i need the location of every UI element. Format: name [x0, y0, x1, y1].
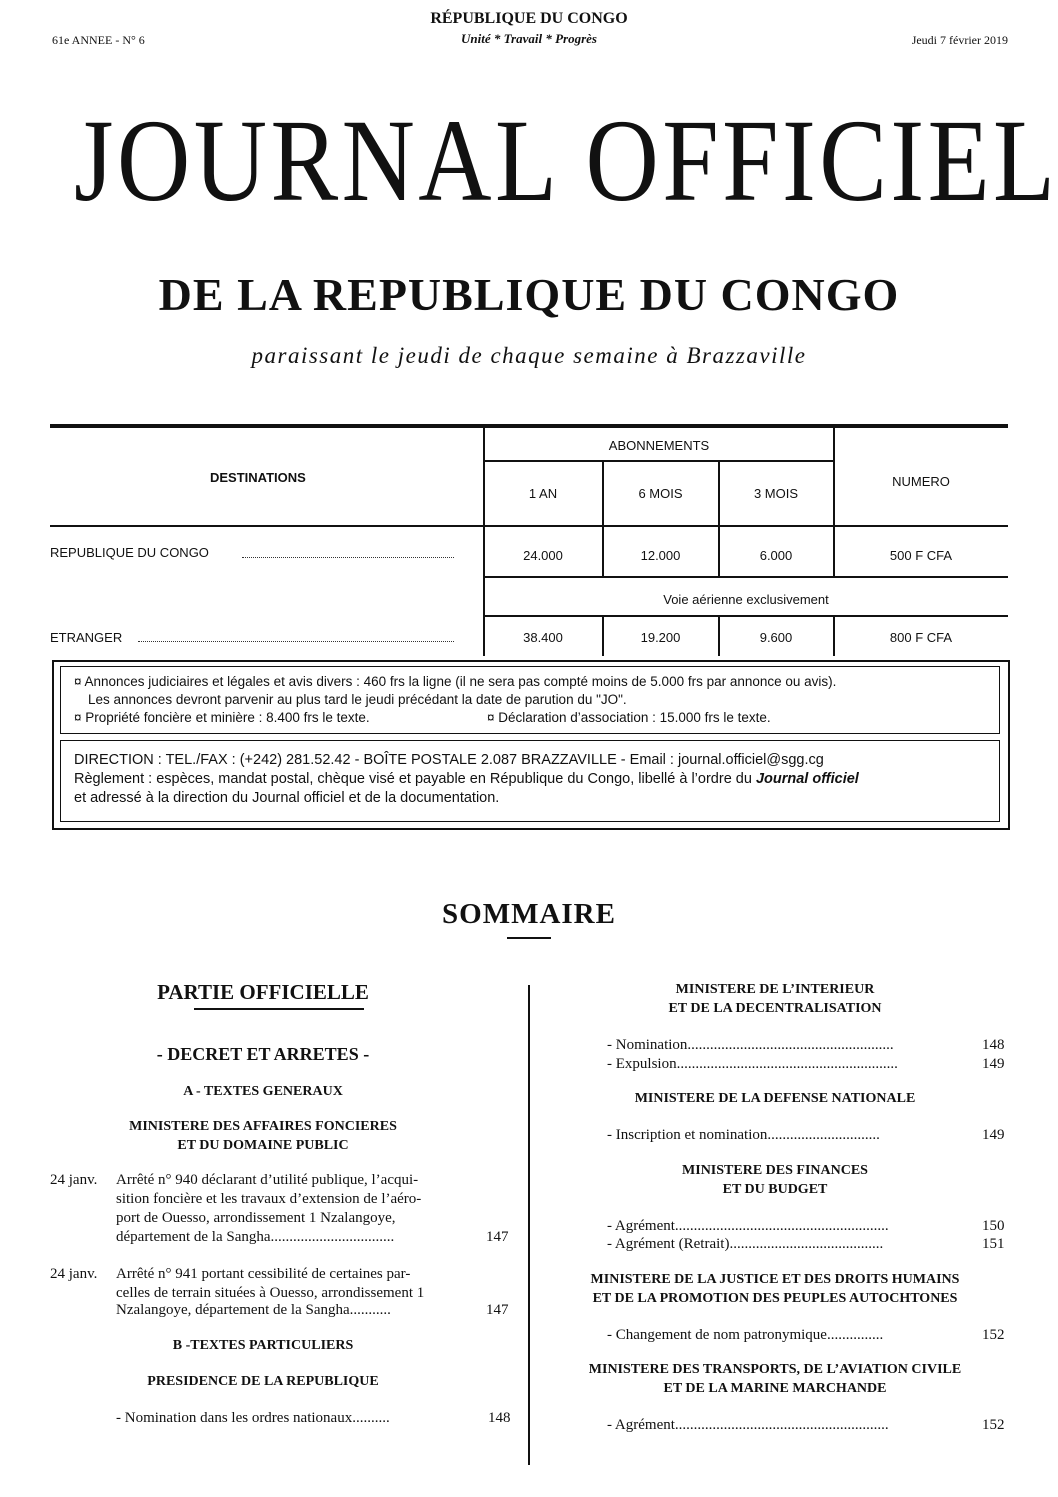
republic-title: RÉPUBLIQUE DU CONGO [430, 10, 628, 27]
textes-particuliers: B -TEXTES PARTICULIERS [172, 1338, 354, 1353]
column-divider [528, 985, 530, 1465]
sommaire-title: SOMMAIRE [442, 898, 616, 930]
ministere-justice-2: ET DE LA PROMOTION DES PEUPLES AUTOCHTONES [592, 1291, 958, 1306]
direction-contact: DIRECTION : TEL./FAX : (+242) 281.52.42 - BOÎTE POSTALE 2.087 BRAZZAVILLE - Email : journal.officiel@sgg.cg [74, 752, 824, 768]
col-6mois: 6 MOIS [638, 486, 683, 501]
rate-annonces: ¤ Annonces judiciaires et légales et avis divers : 460 frs la ligne (il ne sera pas compté moins de 5.000 frs par annonce ou avis). [74, 674, 837, 689]
entry-text: - Nomination....................................................... [607, 1037, 894, 1053]
subscription-table [50, 424, 1008, 656]
rate-propriete: ¤ Propriété foncière et minière : 8.400 frs le texte. [74, 710, 370, 725]
entry-text: port de Ouesso, arrondissement 1 Nzalangoye, [116, 1210, 396, 1226]
ministere-finances: MINISTERE DES FINANCES [682, 1163, 868, 1178]
row-destination: REPUBLIQUE DU CONGO [50, 545, 209, 560]
col-3mois: 3 MOIS [753, 486, 799, 501]
ministere-justice: MINISTERE DE LA JUSTICE ET DES DROITS HUMAINS [590, 1272, 960, 1287]
row-6mois: 19.200 [640, 630, 681, 645]
entry-text: département de la Sangha................................. [116, 1229, 395, 1245]
row-destination: ETRANGER [50, 630, 123, 645]
info-box [52, 660, 1010, 830]
voie-note: Voie aérienne exclusivement [663, 592, 829, 607]
row-1an: 38.400 [523, 630, 563, 645]
masthead-tagline: paraissant le jeudi de chaque semaine à Brazzaville [251, 343, 807, 368]
journal-name: Journal officiel [755, 771, 859, 787]
ministere-foncieres-2: ET DU DOMAINE PUBLIC [177, 1138, 349, 1153]
rate-association: ¤ Déclaration d’association : 15.000 frs le texte. [487, 710, 771, 725]
entry-text: Arrêté n° 940 déclarant d’utilité publique, l’acqui- [116, 1172, 419, 1188]
entry-page: 149 [982, 1127, 1005, 1143]
rate-deadline: Les annonces devront parvenir au plus tard le jeudi précédant la date de parution du "JO". [88, 692, 627, 707]
masthead-subtitle: DE LA REPUBLIQUE DU CONGO [158, 269, 900, 320]
partie-officielle: PARTIE OFFICIELLE [157, 980, 369, 1004]
textes-generaux: A - TEXTES GENERAUX [183, 1084, 343, 1099]
sommaire-rule [507, 937, 551, 939]
national-motto: Unité * Travail * Progrès [460, 31, 597, 46]
entry-text: - Changement de nom patronymique............... [607, 1327, 884, 1343]
entry-page: 148 [982, 1037, 1005, 1053]
entry-text: sition foncière et les travaux d’extension de l’aéro- [116, 1191, 422, 1207]
masthead-title: JOURNAL OFFICIEL [74, 95, 1058, 226]
ministere-defense: MINISTERE DE LA DEFENSE NATIONALE [634, 1091, 916, 1106]
col-1an: 1 AN [528, 486, 558, 501]
table-col-rule [483, 424, 485, 656]
ministere-interieur: MINISTERE DE L’INTERIEUR [675, 982, 875, 997]
entry-page: 150 [982, 1218, 1005, 1234]
row-numero: 800 F CFA [889, 630, 953, 645]
row-6mois: 12.000 [640, 548, 681, 563]
ministere-interieur-2: ET DE LA DECENTRALISATION [668, 1001, 882, 1016]
row-numero: 500 F CFA [889, 548, 953, 563]
reglement-address: et adressé à la direction du Journal officiel et de la documentation. [74, 790, 500, 806]
row-3mois: 9.600 [759, 630, 793, 645]
ministere-transports: MINISTERE DES TRANSPORTS, DE L’AVIATION CIVILE [588, 1362, 962, 1377]
partie-rule [194, 1008, 364, 1010]
table-rule [50, 525, 1008, 527]
entry-date: 24 janv. [50, 1266, 98, 1282]
ministere-finances-2: ET DU BUDGET [722, 1182, 828, 1197]
entry-page: 151 [982, 1236, 1005, 1252]
row-1an: 24.000 [523, 548, 563, 563]
entry-text: - Nomination dans les ordres nationaux.......... [116, 1410, 390, 1426]
leader-dots [138, 641, 454, 642]
entry-page: 152 [982, 1327, 1005, 1343]
entry-text: Arrêté n° 941 portant cessibilité de certaines par- [116, 1266, 411, 1282]
entry-page: 148 [488, 1410, 511, 1426]
row-3mois: 6.000 [759, 548, 793, 563]
entry-text: - Expulsion........................................................... [607, 1056, 898, 1072]
col-abonnements: ABONNEMENTS [608, 438, 710, 453]
entry-text: - Agrément......................................................... [607, 1218, 889, 1234]
entry-text: Nzalangoye, département de la Sangha........... [116, 1302, 391, 1318]
col-numero: NUMERO [892, 474, 950, 489]
table-rule [484, 615, 1008, 617]
ministere-foncieres: MINISTERE DES AFFAIRES FONCIERES [129, 1119, 397, 1134]
reglement-text: Règlement : espèces, mandat postal, chèque visé et payable en République du Congo, libellé à l’ordre du [74, 771, 756, 787]
entry-page: 147 [486, 1229, 509, 1245]
issue-date: Jeudi 7 février 2019 [911, 33, 1008, 47]
col-destinations: DESTINATIONS [210, 470, 306, 485]
entry-page: 152 [982, 1417, 1005, 1433]
table-rule [484, 460, 834, 462]
entry-text: - Agrément......................................................... [607, 1417, 889, 1433]
ministere-transports-2: ET DE LA MARINE MARCHANDE [663, 1381, 887, 1396]
decret-heading: - DECRET ET ARRETES - [156, 1044, 370, 1064]
leader-dots [242, 557, 454, 558]
table-rule [484, 576, 1008, 578]
issue-number: 61e ANNEE - N° 6 [52, 33, 145, 47]
presidence-heading: PRESIDENCE DE LA REPUBLIQUE [147, 1374, 379, 1389]
entry-date: 24 janv. [50, 1172, 98, 1188]
entry-text: - Inscription et nomination.............................. [607, 1127, 880, 1143]
reglement-line [74, 771, 859, 787]
entry-text: - Agrément (Retrait)......................................... [607, 1236, 884, 1252]
table-top-rule [50, 424, 1008, 428]
entry-text: celles de terrain situées à Ouesso, arrondissement 1 [116, 1285, 425, 1301]
entry-page: 147 [486, 1302, 509, 1318]
entry-page: 149 [982, 1056, 1005, 1072]
